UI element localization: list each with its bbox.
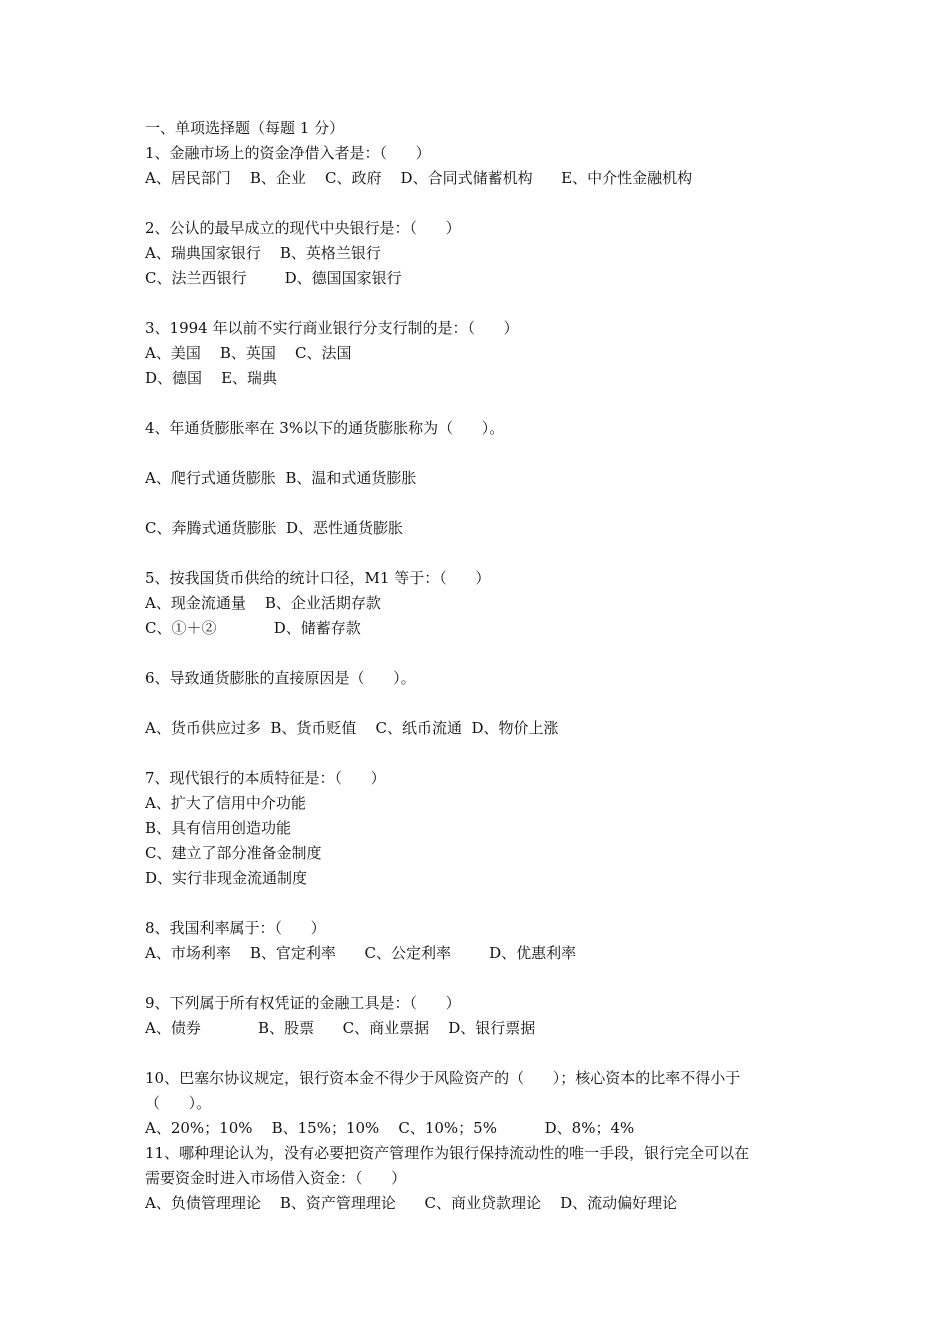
question-option: C、建立了部分准备金制度 — [145, 844, 322, 862]
spacer — [145, 391, 815, 416]
question-stem: 9、下列属于所有权凭证的金融工具是：（ ） — [145, 994, 461, 1012]
question-stem: 5、按我国货币供给的统计口径，M1 等于：（ ） — [145, 569, 491, 587]
question-stem: 10、巴塞尔协议规定，银行资本金不得少于风险资产的（ ）；核心资本的比率不得小于 — [145, 1069, 741, 1087]
question-option: A、爬行式通货膨胀 B、温和式通货膨胀 — [145, 469, 417, 487]
question-option: A、20%；10% B、15%；10% C、10%；5% D、8%；4% — [145, 1119, 635, 1137]
question-stem: 需要资金时进入市场借入资金：（ ） — [145, 1169, 407, 1187]
question-option: A、债券 B、股票 C、商业票据 D、银行票据 — [145, 1019, 536, 1037]
question-option: C、①＋② D、储蓄存款 — [145, 619, 361, 637]
spacer — [145, 441, 815, 466]
question-option: A、现金流通量 B、企业活期存款 — [145, 594, 381, 612]
section-title: 一、单项选择题（每题 1 分） — [145, 119, 345, 137]
question-stem: 8、我国利率属于：（ ） — [145, 919, 326, 937]
question-option: A、美国 B、英国 C、法国 — [145, 344, 352, 362]
question-stem: 3、1994 年以前不实行商业银行分支行制的是：（ ） — [145, 319, 519, 337]
question-stem: 11、哪种理论认为，没有必要把资产管理作为银行保持流动性的唯一手段，银行完全可以在 — [145, 1144, 750, 1162]
spacer — [145, 491, 815, 516]
spacer — [145, 891, 815, 916]
document-content — [145, 116, 815, 1216]
question-option: A、扩大了信用中介功能 — [145, 794, 306, 812]
question-option: A、居民部门 B、企业 C、政府 D、合同式储蓄机构 E、中介性金融机构 — [145, 169, 693, 187]
question-stem: 4、年通货膨胀率在 3%以下的通货膨胀称为（ ）。 — [145, 419, 505, 437]
question-option: D、德国 E、瑞典 — [145, 369, 278, 387]
question-option: B、具有信用创造功能 — [145, 819, 292, 837]
question-option: A、货币供应过多 B、货币贬值 C、纸币流通 D、物价上涨 — [145, 719, 559, 737]
question-stem: 6、导致通货膨胀的直接原因是（ ）。 — [145, 669, 416, 687]
spacer — [145, 741, 815, 766]
question-option: C、奔腾式通货膨胀 D、恶性通货膨胀 — [145, 519, 404, 537]
spacer — [145, 966, 815, 991]
spacer — [145, 541, 815, 566]
spacer — [145, 691, 815, 716]
question-option: D、实行非现金流通制度 — [145, 869, 308, 887]
question-option: A、瑞典国家银行 B、英格兰银行 — [145, 244, 381, 262]
spacer — [145, 291, 815, 316]
question-stem: 7、现代银行的本质特征是：（ ） — [145, 769, 386, 787]
spacer — [145, 191, 815, 216]
question-stem: 2、公认的最早成立的现代中央银行是：（ ） — [145, 219, 461, 237]
question-stem: 1、金融市场上的资金净借入者是：（ ） — [145, 144, 431, 162]
spacer — [145, 641, 815, 666]
spacer — [145, 1041, 815, 1066]
question-option: A、负债管理理论 B、资产管理理论 C、商业贷款理论 D、流动偏好理论 — [145, 1194, 678, 1212]
question-stem: （ ）。 — [145, 1094, 212, 1112]
question-option: A、市场利率 B、官定利率 C、公定利率 D、优惠利率 — [145, 944, 577, 962]
question-option: C、法兰西银行 D、德国国家银行 — [145, 269, 402, 287]
